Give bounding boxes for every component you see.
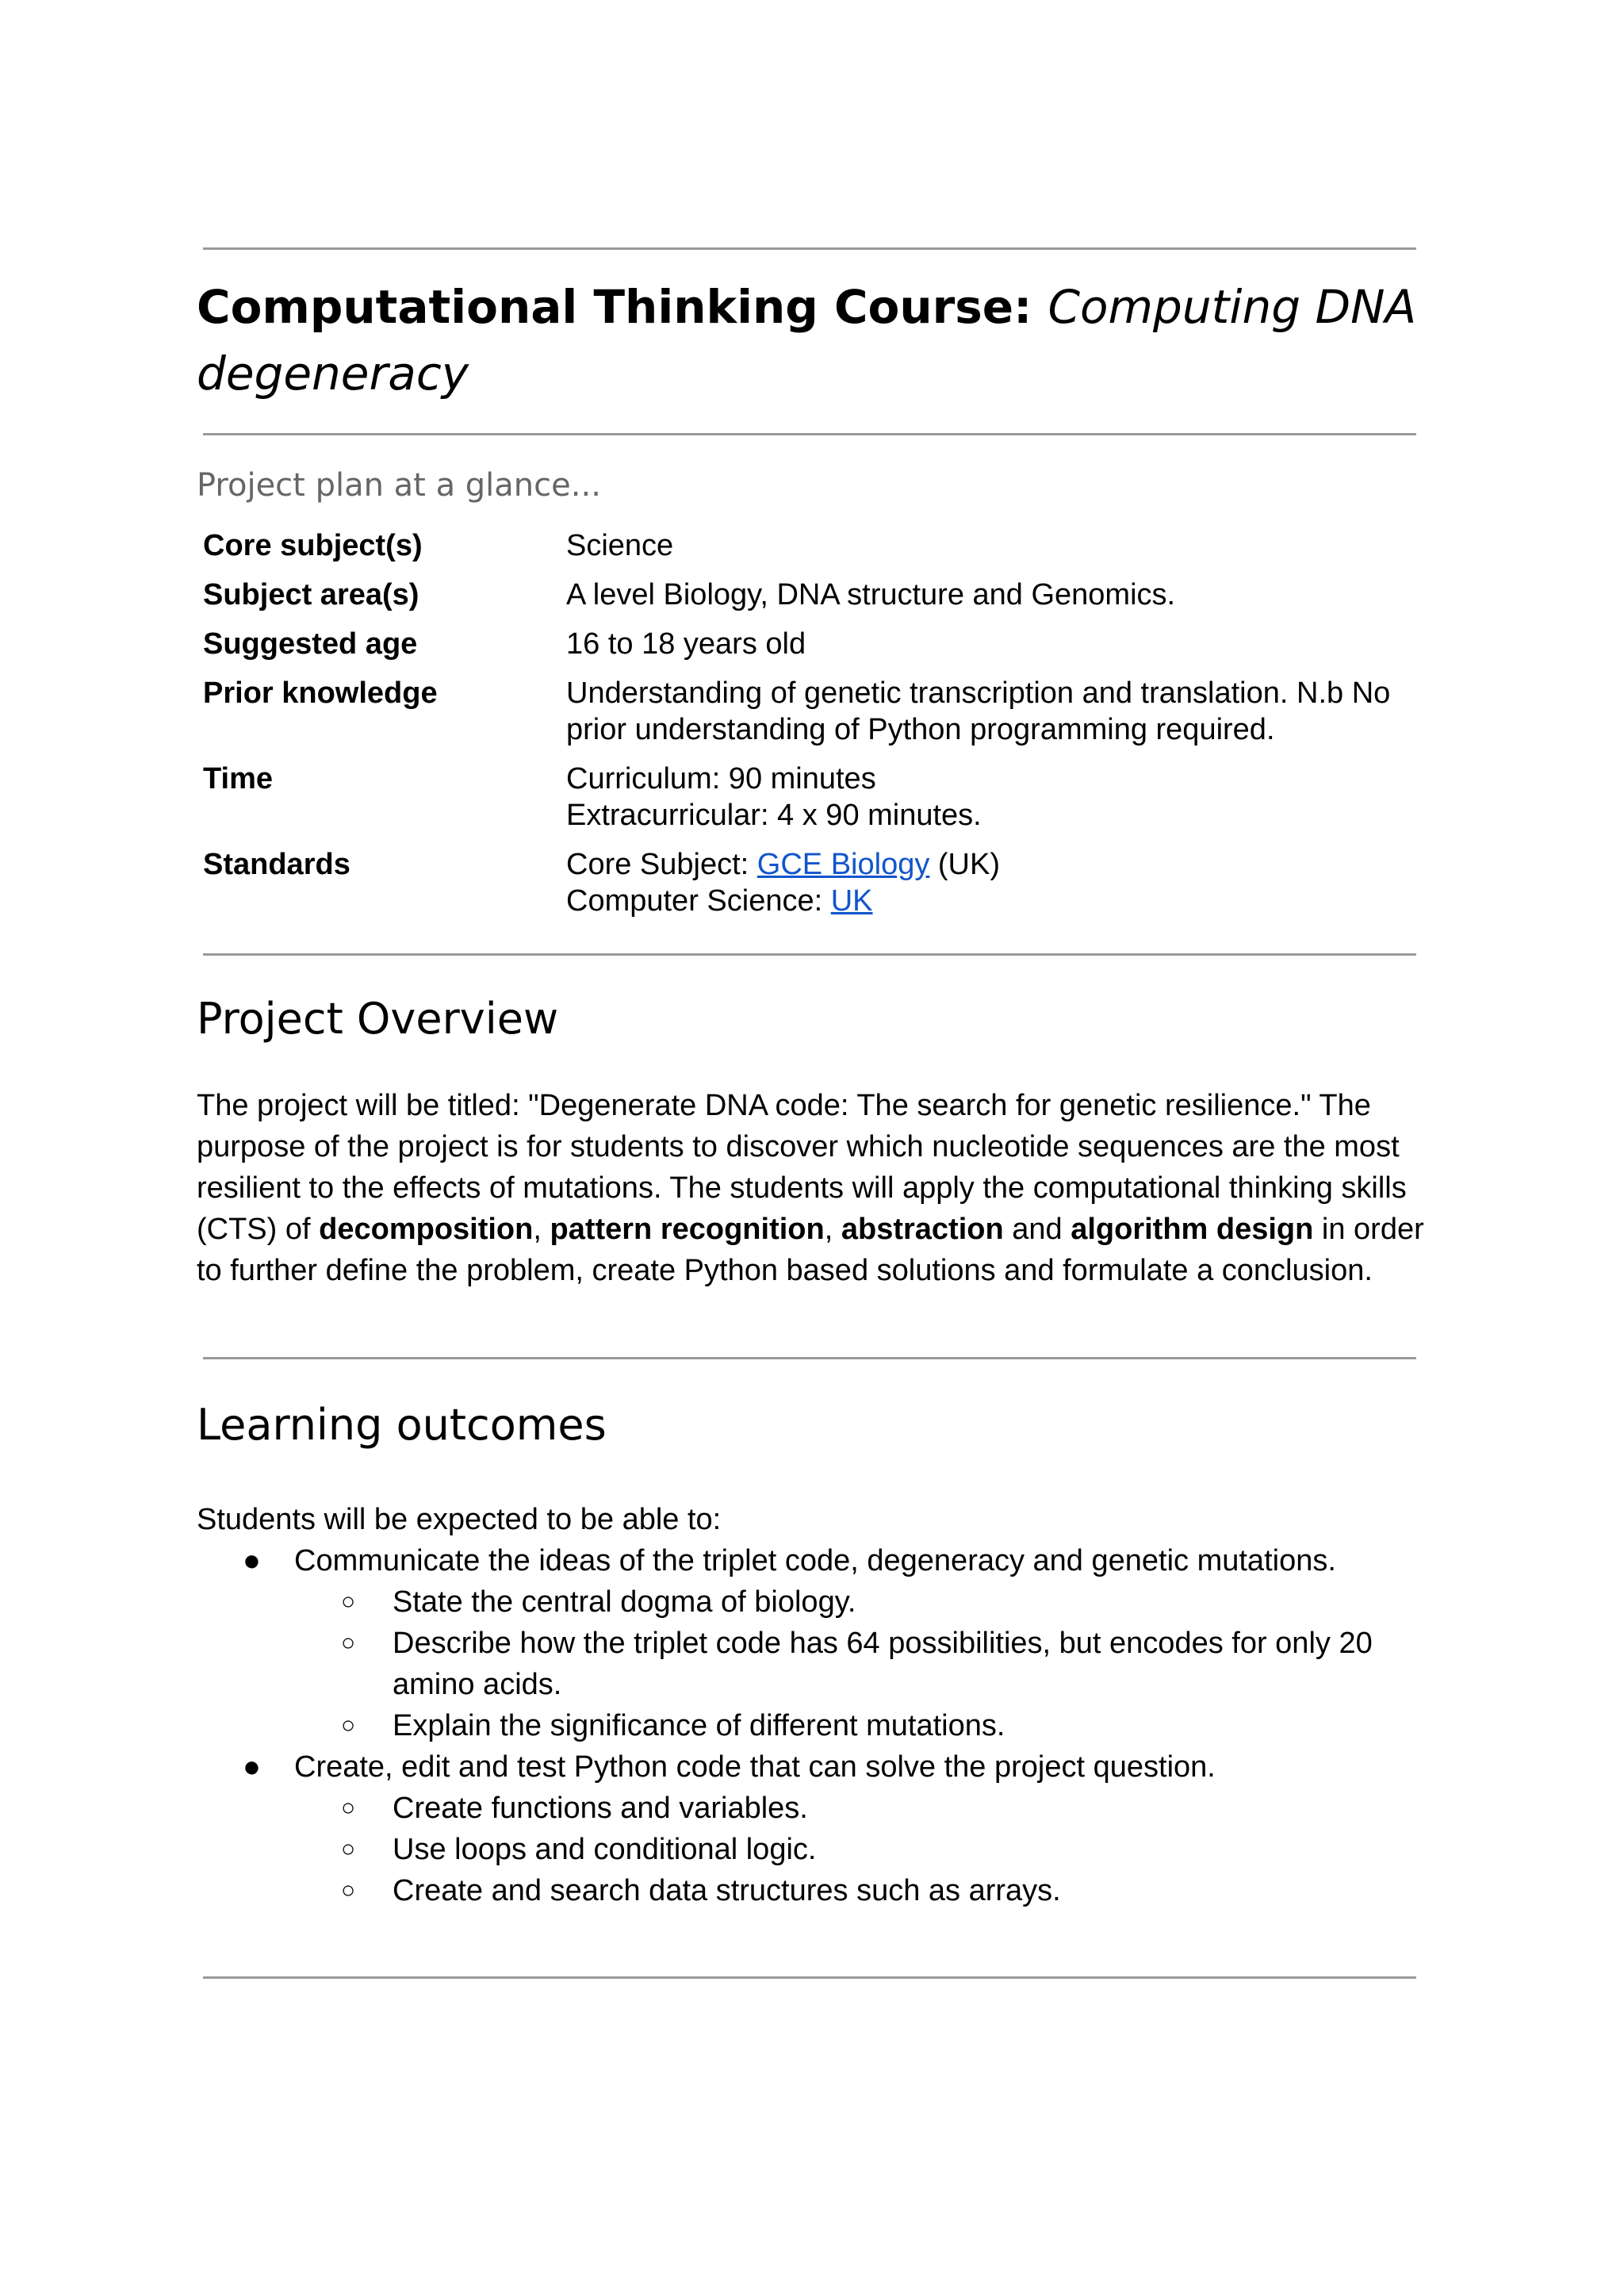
summary-row-subject-area — [203, 577, 1424, 626]
list-item-text: Create, edit and test Python code that can solve the project question. — [294, 1750, 1216, 1784]
standards-core-suffix: (UK) — [937, 848, 1001, 881]
gce-biology-link[interactable]: GCE Biology — [756, 848, 930, 881]
list-item-text: Communicate the ideas of the triplet code, degeneracy and genetic mutations. — [294, 1544, 1336, 1577]
bullet-icon: ● — [243, 1544, 261, 1577]
summary-value — [566, 846, 1424, 919]
list-item-text: Describe how the triplet code has 64 possibilities, but encodes for only 20 amino acids. — [393, 1627, 1373, 1701]
standards-cs-line — [566, 883, 1424, 919]
overview-text: in order to further define the problem, create Python based solutions and formulate a conclusion. — [197, 1213, 1424, 1287]
summary-label: Time — [203, 762, 274, 795]
computer-science-uk-link[interactable]: UK — [830, 884, 873, 918]
summary-value-line: Understanding of genetic transcription and translation. N.b No — [566, 677, 1391, 710]
summary-label: Standards — [203, 848, 350, 881]
overview-text: The project will be titled: "Degenerate DNA code: The search for genetic resilience." The purpose of the project is for students to discover which nucleotide sequences are the most resilient to the effects of mutations. The students will apply the computational thinking skills (CTS) of — [197, 1089, 1407, 1246]
overview-text: , — [824, 1213, 841, 1246]
list-item — [197, 1705, 1434, 1746]
summary-row-prior-knowledge — [203, 675, 1424, 761]
list-item-text: Explain the significance of different mutations. — [393, 1709, 1005, 1742]
hollow-bullet-icon: ○ — [341, 1630, 356, 1656]
summary-row-time — [203, 761, 1424, 846]
summary-value-line: Curriculum: 90 minutes — [566, 762, 876, 795]
summary-row-standards — [203, 846, 1424, 932]
page-title — [197, 274, 1434, 407]
summary-label: Subject area(s) — [203, 578, 419, 611]
list-item-text: Create functions and variables. — [393, 1792, 808, 1825]
divider-title — [203, 433, 1416, 435]
summary-row-core-subject — [203, 527, 1424, 577]
overview-text: and — [1003, 1213, 1071, 1246]
divider-top — [203, 247, 1416, 250]
outcomes-intro: Students will be expected to be able to: — [197, 1503, 722, 1536]
list-item — [197, 1540, 1434, 1581]
hollow-bullet-icon: ○ — [341, 1877, 356, 1903]
term-decomposition: decomposition — [319, 1213, 534, 1246]
standards-cs-prefix: Computer Science: — [566, 884, 823, 918]
summary-value: 16 to 18 years old — [566, 627, 806, 661]
summary-table — [203, 527, 1424, 932]
title-course: Computational Thinking Course: — [197, 280, 1032, 334]
list-item — [197, 1829, 1434, 1870]
glance-heading: Project plan at a glance... — [197, 467, 601, 504]
summary-value-line: prior understanding of Python programming required. — [566, 713, 1275, 746]
term-algorithm-design: algorithm design — [1071, 1213, 1314, 1246]
summary-value: A level Biology, DNA structure and Genomics. — [566, 578, 1176, 611]
divider-bottom — [203, 1976, 1416, 1979]
list-item — [197, 1788, 1434, 1829]
summary-label: Prior knowledge — [203, 677, 438, 710]
overview-text: , — [533, 1213, 550, 1246]
summary-label: Suggested age — [203, 627, 418, 661]
list-item-text: Use loops and conditional logic. — [393, 1833, 817, 1866]
overview-paragraph — [197, 1085, 1434, 1291]
overview-heading: Project Overview — [197, 994, 559, 1044]
summary-value: Science — [566, 529, 674, 562]
hollow-bullet-icon: ○ — [341, 1712, 356, 1738]
outcomes-heading: Learning outcomes — [197, 1400, 607, 1450]
list-item — [197, 1581, 1434, 1623]
outcomes-list — [197, 1540, 1434, 1911]
hollow-bullet-icon: ○ — [341, 1589, 356, 1615]
list-item — [197, 1870, 1434, 1911]
list-item-text: Create and search data structures such as arrays. — [393, 1874, 1061, 1907]
term-pattern-recognition: pattern recognition — [550, 1213, 825, 1246]
list-item — [197, 1623, 1434, 1705]
summary-row-suggested-age — [203, 626, 1424, 675]
summary-label: Core subject(s) — [203, 529, 423, 562]
divider-overview — [203, 1357, 1416, 1359]
divider-summary — [203, 953, 1416, 956]
outcomes-section — [197, 1499, 1434, 1911]
hollow-bullet-icon: ○ — [341, 1836, 356, 1862]
standards-core-prefix: Core Subject: — [566, 848, 749, 881]
bullet-icon: ● — [243, 1750, 261, 1784]
summary-value — [566, 761, 1424, 834]
term-abstraction: abstraction — [841, 1213, 1004, 1246]
list-item-text: State the central dogma of biology. — [393, 1585, 856, 1619]
summary-value-line: Extracurricular: 4 x 90 minutes. — [566, 799, 982, 832]
list-item — [197, 1746, 1434, 1788]
title-project: Computing DNA degeneracy — [197, 280, 1417, 401]
standards-core-line — [566, 846, 1424, 883]
hollow-bullet-icon: ○ — [341, 1795, 356, 1821]
summary-value — [566, 675, 1424, 748]
